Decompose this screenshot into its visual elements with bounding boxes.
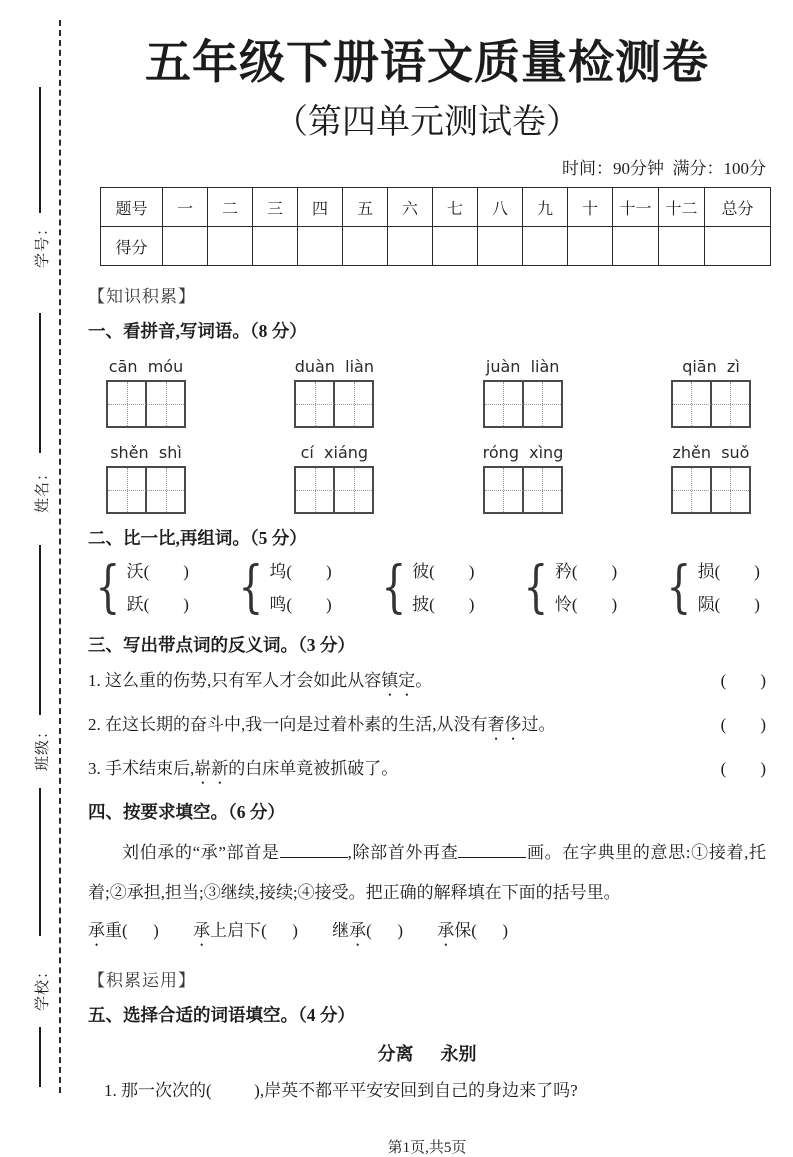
score-cell	[568, 227, 613, 266]
compare-char: 鸣	[269, 595, 287, 614]
word-pair	[233, 555, 332, 621]
col-8: 八	[478, 188, 523, 227]
score-cell	[613, 227, 659, 266]
compare-char: 矜	[554, 562, 572, 581]
pinyin-label: zhěn suǒ	[672, 443, 750, 462]
word-pair	[661, 555, 760, 621]
compare-char: 损	[697, 562, 715, 581]
score-cell	[433, 227, 478, 266]
word-item: 承重( )	[88, 921, 159, 940]
student-id-blank-line	[39, 87, 41, 213]
fill-blank	[280, 843, 348, 858]
word-pairs	[90, 555, 760, 621]
question-5-title: 五、选择合适的词语填空。（4 分）	[88, 1005, 355, 1025]
sentence: 3. 手术结束后,崭新的白床单竟被抓破了。	[88, 759, 399, 778]
writing-box	[483, 466, 563, 514]
sentence: 2. 在这长期的奋斗中,我一向是过着朴素的生活,从没有奢侈过。	[88, 715, 556, 734]
time-score-info: 时间：90分钟 满分：100分	[562, 159, 766, 178]
col-9: 九	[523, 188, 568, 227]
school-blank-line	[39, 788, 41, 936]
col-1: 一	[163, 188, 208, 227]
score-cell	[298, 227, 343, 266]
writing-box	[483, 380, 563, 428]
brace-decoration: {	[523, 555, 549, 620]
score-table-header-row	[101, 188, 771, 227]
dictionary-fill-paragraph: 刘伯承的“承”部首是 ,除部首外再查 画。在字典里的意思:①接着,托着;②承担,担当;③继续,接续;④接受。把正确的解释填在下面的括号里。	[88, 843, 767, 902]
pinyin-row-1	[106, 357, 751, 428]
col-3: 三	[253, 188, 298, 227]
compare-char: 陨	[697, 595, 715, 614]
score-cell	[388, 227, 433, 266]
name-blank-line	[39, 313, 41, 453]
word-item: 承保( )	[437, 921, 509, 940]
pinyin-word-group	[294, 443, 374, 514]
brace-decoration: {	[380, 555, 406, 620]
col-7: 七	[433, 188, 478, 227]
answer-paren: ( )	[714, 562, 760, 581]
score-table-score-row	[101, 227, 771, 266]
score-cell	[253, 227, 298, 266]
compare-char: 彼	[412, 562, 430, 581]
word-item: 继承( )	[332, 921, 403, 940]
pinyin-word-group	[671, 443, 751, 514]
pinyin-label: juàn liàn	[485, 357, 560, 376]
col-11: 十一	[613, 188, 659, 227]
writing-box	[106, 466, 186, 514]
answer-paren: ( )	[122, 921, 159, 940]
compare-char: 沃	[126, 562, 144, 581]
answer-paren: ( )	[429, 562, 475, 581]
meaning-choice-words	[88, 919, 766, 950]
class-label: 班级：	[35, 723, 51, 772]
answer-paren: ( )	[714, 595, 760, 614]
word-pair	[518, 555, 617, 621]
answer-paren: ( )	[143, 562, 189, 581]
col-12: 十二	[659, 188, 705, 227]
question-1-title: 一、看拼音,写词语。（8 分）	[88, 321, 307, 341]
antonym-item	[88, 670, 766, 700]
question-2-title: 二、比一比,再组词。（5 分）	[88, 528, 307, 548]
brace-decoration: {	[238, 555, 264, 620]
word-bank: 分离 永别	[377, 1044, 477, 1064]
pinyin-label: qiān zì	[682, 357, 740, 376]
score-cell	[343, 227, 388, 266]
pinyin-word-group	[106, 443, 186, 514]
pinyin-label: duàn liàn	[294, 357, 374, 376]
pinyin-label: cí xiáng	[300, 443, 369, 462]
pinyin-label: cān móu	[108, 357, 184, 376]
emphasized-word: 镇定	[381, 671, 416, 690]
pinyin-word-group	[294, 357, 374, 428]
brace-decoration: {	[666, 555, 692, 620]
compare-char: 披	[412, 595, 430, 614]
paper-title: 五年级下册语文质量检测卷	[145, 37, 709, 88]
pinyin-label: shěn shì	[110, 443, 182, 462]
col-5: 五	[343, 188, 388, 227]
seal-dashed-line	[59, 20, 61, 1093]
page-number: 第1页,共5页	[387, 1140, 467, 1156]
col-10: 十	[568, 188, 613, 227]
paper-content	[88, 0, 766, 1157]
score-cell	[208, 227, 253, 266]
writing-box	[294, 380, 374, 428]
pinyin-word-group	[106, 357, 186, 428]
pinyin-word-group	[483, 357, 563, 428]
writing-box	[671, 380, 751, 428]
word-pair	[90, 555, 189, 621]
total-score-label: 总分	[705, 188, 771, 227]
answer-paren: ( )	[571, 595, 618, 614]
emphasized-word: 崭新	[194, 759, 229, 778]
pinyin-word-group	[671, 357, 751, 428]
antonym-item	[88, 714, 766, 744]
answer-paren: ( )	[429, 595, 475, 614]
pinyin-label: róng xìng	[482, 443, 564, 462]
answer-paren: ( )	[720, 759, 766, 778]
pinyin-row-2	[106, 443, 751, 514]
brace-decoration: {	[95, 555, 121, 620]
section-knowledge-header: 【知识积累】	[88, 287, 196, 306]
student-id-label: 学号：	[35, 220, 51, 269]
section-usage-header: 【积累运用】	[88, 971, 196, 990]
col-4: 四	[298, 188, 343, 227]
antonym-item	[88, 758, 766, 788]
word-pair	[376, 555, 475, 621]
answer-paren: ( )	[366, 921, 403, 940]
total-score-cell	[705, 227, 771, 266]
margin-trailing-line	[39, 1027, 41, 1087]
compare-char: 怜	[554, 595, 572, 614]
fill-in-item: 1. 那一次次的( ),岸英不都平平安安回到自己的身边来了吗?	[104, 1081, 578, 1100]
score-cell	[659, 227, 705, 266]
compare-char: 跃	[126, 595, 144, 614]
class-blank-line	[39, 545, 41, 715]
pinyin-word-group	[483, 443, 563, 514]
answer-paren: ( )	[720, 715, 766, 734]
paper-subtitle: （第四单元测试卷）	[274, 104, 580, 141]
score-cell	[163, 227, 208, 266]
answer-paren: ( )	[720, 671, 766, 690]
name-label: 姓名：	[35, 465, 51, 514]
question-number-label: 题号	[101, 188, 163, 227]
answer-paren: ( )	[261, 921, 298, 940]
answer-paren: ( )	[143, 595, 189, 614]
answer-paren: ( )	[286, 562, 332, 581]
col-2: 二	[208, 188, 253, 227]
emphasized-word: 奢侈	[487, 715, 522, 734]
col-6: 六	[388, 188, 433, 227]
answer-paren: ( )	[571, 562, 618, 581]
writing-box	[106, 380, 186, 428]
score-table	[100, 187, 771, 266]
score-cell	[523, 227, 568, 266]
school-label: 学校：	[35, 963, 51, 1012]
question-3-title: 三、写出带点词的反义词。（3 分）	[88, 635, 355, 655]
writing-box	[671, 466, 751, 514]
score-label: 得分	[101, 227, 163, 266]
answer-paren: ( )	[471, 921, 509, 940]
fill-blank	[458, 843, 526, 858]
word-item: 承上启下( )	[193, 921, 298, 940]
sentence: 1. 这么重的伤势,只有军人才会如此从容镇定。	[88, 671, 433, 690]
question-4-title: 四、按要求填空。（6 分）	[88, 802, 285, 822]
answer-paren: ( )	[286, 595, 332, 614]
score-cell	[478, 227, 523, 266]
writing-box	[294, 466, 374, 514]
compare-char: 坞	[269, 562, 287, 581]
